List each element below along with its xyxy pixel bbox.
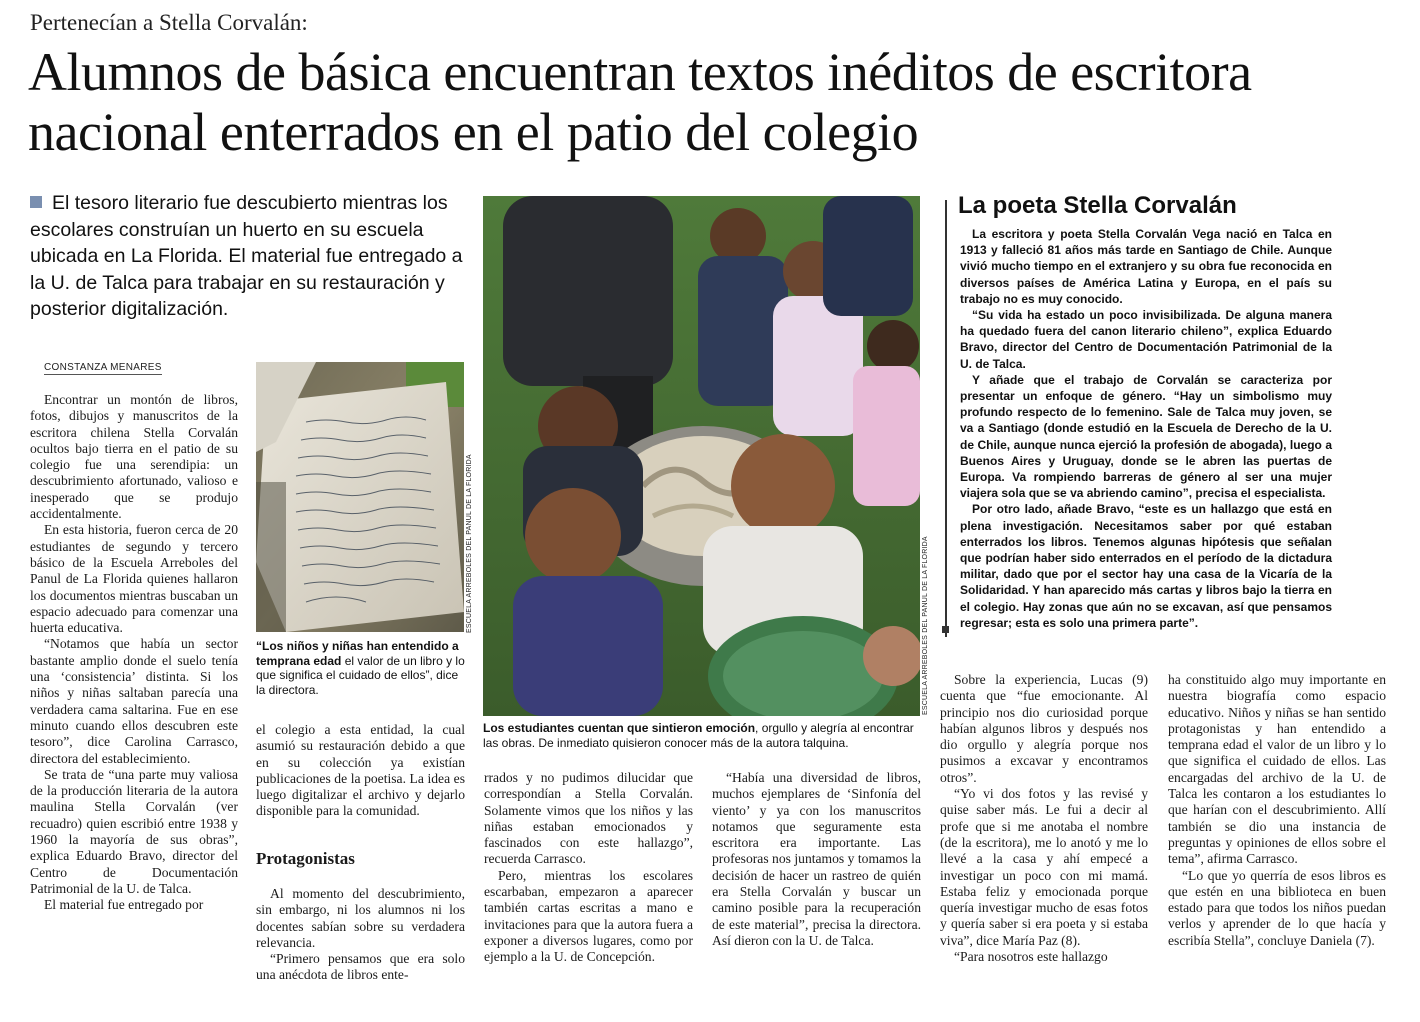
article-column-3 bbox=[484, 770, 693, 966]
paragraph: rrados y no pudimos dilucidar que correspondían a Stella Corvalán. Solamente vimos que los niños y las niñas estaban emocionados y fascinados con este hallazgo”, recuerda Carrasco. bbox=[484, 770, 693, 867]
paragraph: el colegio a esta entidad, la cual asumió su restauración debido a que en su colección ya existían publicaciones de la poetisa. La idea es luego digitalizar el archivo y dejarlo disponible para la comunidad. bbox=[256, 722, 465, 819]
sidebar-paragraph: “Su vida ha estado un poco invisibilizada. De alguna manera ha quedado fuera del canon literario chileno”, explica Eduardo Bravo, director del Centro de Documentación Patrimonial de la U. de Talca. bbox=[960, 308, 1332, 371]
caption-text: el valor de un libro y lo que significa el cuidado de ellos”, dice la directora. bbox=[256, 653, 465, 697]
paragraph: ha constituido algo muy importante en nuestra biografía como espacio educativo. Niños y niñas se han sentido protagonistas y han entendido a temprana edad el valor de un libro y lo que significa el cuidado de ellos. Las encargadas del archivo de la U. de Talca les contaron a los estudiantes lo que harían con el descubrimiento. Allí también se dio una instancia de preguntas y opiniones de ellos sobre el tema”, afirma Carrasco. bbox=[1168, 672, 1386, 867]
paragraph: “Yo vi dos fotos y las revisé y quise saber más. Le fui a decir al profe que si me anotaba el nombre (de la escritora), me lo anotó y me lo llevé a la casa y ahí empecé a investigar un poco con mi mamá. Estaba feliz y emocionada porque quería investigar mucho de esas fotos y quería saber si era poeta y si estaba viva”, dice María Paz (8). bbox=[940, 786, 1148, 948]
article-column-1 bbox=[30, 392, 238, 914]
square-bullet-icon bbox=[30, 196, 42, 208]
kicker: Pertenecían a Stella Corvalán: bbox=[30, 10, 308, 35]
paragraph: En esta historia, fueron cerca de 20 estudiantes de segundo y tercero básico de la Escuela Arreboles del Panul de La Florida quienes hallaron los documentos mientras buscaban un espacio adecuado para comenzar una huerta educativa. bbox=[30, 522, 238, 636]
caption-text: , orgullo y alegría al encontrar las obras. De inmediato quisieron conocer más de la autora talquina. bbox=[483, 721, 914, 750]
paragraph: Pero, mientras los escolares escarbaban, empezaron a aparecer también cartas escritas a mano e invitaciones para que la autora fuera a exponer a diversos lugares, como por ejemplo a la U. de Concepción. bbox=[484, 867, 693, 965]
section-subhead: Protagonistas bbox=[256, 849, 355, 868]
lead-text: El tesoro literario fue descubierto mientras los escolares construían un huerto en su escuela ubicada en La Florida. El material fue entregado a la U. de Talca para trabajar en su restauración y posterior digitalización. bbox=[30, 192, 463, 320]
end-mark-icon bbox=[942, 626, 949, 633]
article-column-6 bbox=[1168, 672, 1386, 949]
manuscript-photo bbox=[256, 362, 464, 632]
article-column-5 bbox=[940, 672, 1148, 965]
sidebar-paragraph: La escritora y poeta Stella Corvalán Vega nació en Talca en 1913 y falleció 81 años más tarde en Santiago de Chile. Aunque vivió mucho tiempo en el extranjero y su obra fue reconocida en diversos países de América Latina y Europa, en el país su trabajo no es muy conocido. bbox=[960, 227, 1332, 306]
caption-bold: Los estudiantes cuentan que sintieron emoción bbox=[483, 721, 756, 735]
paragraph: “Para nosotros este hallazgo bbox=[954, 949, 1108, 965]
article-column-2b bbox=[256, 886, 465, 984]
paragraph: Sobre la experiencia, Lucas (9) cuenta que “fue emocionante. Al principio nos dio curiosidad porque habían algunos libros y después nos dio orgullo y alegría porque nos pusimos a excavar y encontramos otros”. bbox=[940, 672, 1148, 785]
students-photo bbox=[483, 196, 920, 716]
sidebar-body bbox=[960, 226, 1332, 631]
paragraph: Al momento del descubrimiento, sin embargo, ni los alumnos ni los docentes sabían sobre su verdadera relevancia. bbox=[256, 886, 465, 950]
sidebar-rule bbox=[945, 200, 947, 637]
paragraph: “Lo que yo querría de esos libros es que estén en una biblioteca en buen estado para que todos los niños puedan verlos y aprender de lo que hacía y escribía Stella”, concluye Daniela (7). bbox=[1168, 867, 1386, 948]
photo-credit: ESCUELA ARREBOLES DEL PANUL DE LA FLORIDA bbox=[922, 536, 929, 715]
photo-caption bbox=[256, 639, 466, 697]
caption-bold: “Los niños y niñas han entendido a temprana edad bbox=[256, 639, 459, 668]
sidebar-paragraph: Y añade que el trabajo de Corvalán se caracteriza por presentar un enfoque de género. “Hay un simbolismo muy profundo respecto de lo femenino. Sale de Talca muy joven, se va a Santiago (donde estudió en la Escuela de Derecho de la U. de Chile, aunque nunca ejerció la profesión de abogada), luego a Buenos Aires y Uruguay, donde se le abren las puertas de Europa. Va rompiendo barreras de género al ser una mujer viajera sola que se va abriendo camino”, precisa el especialista. bbox=[960, 372, 1332, 501]
photo-caption bbox=[483, 721, 920, 750]
photo-credit: ESCUELA ARREBOLES DEL PANUL DE LA FLORIDA bbox=[466, 454, 473, 633]
paragraph: Encontrar un montón de libros, fotos, dibujos y manuscritos de la escritora chilena Stella Corvalán ocultos bajo tierra en el patio de su colegio fue una serendipia: un descubrimiento afortunado, valioso e inesperado que se produjo accidentalmente. bbox=[30, 392, 238, 522]
byline: CONSTANZA MENARES bbox=[44, 362, 162, 373]
paragraph: El material fue entregado por bbox=[44, 897, 204, 913]
paragraph: “Notamos que había un sector bastante amplio donde el suelo tenía una ‘consistencia’ distinta. Si los niños y niñas saltaban parecía una verdadera cama saltarina. Fue en ese minuto cuando ellos descubren este tesoro”, dice Carolina Carrasco, directora del establecimiento. bbox=[30, 636, 238, 766]
sidebar-paragraph: Por otro lado, añade Bravo, “este es un hallazgo que está en plena investigación. Necesitamos saber por qué estaban enterrados los libros. Tenemos algunas hipótesis que señalan que podrían haber sido enterrados en el período de la dictadura militar, dado que por el sector hay una casa de la Vicaría de la Solidaridad. Y han aparecido más cartas y libros bajo la tierra en el colegio. Hay zonas que aún no se excavan, así que pensamos regresar; esta es solo una primera parte”. bbox=[960, 502, 1332, 630]
article-column-4 bbox=[712, 770, 921, 949]
students-illustration bbox=[483, 196, 920, 716]
sidebar-title: La poeta Stella Corvalán bbox=[958, 192, 1237, 219]
lead-paragraph bbox=[30, 190, 470, 323]
paragraph: “Había una diversidad de libros, muchos ejemplares de ‘Sinfonía del viento’ y ya con los manuscritos notamos que seguramente esta escritora era importante. Las profesoras nos juntamos y tomamos la decisión de hacer un rastreo de quién era Stella Corvalán y buscar un camino posible para la recuperación de este material”, precisa la directora. Así dieron con la U. de Talca. bbox=[712, 770, 921, 948]
manuscript-illustration bbox=[256, 362, 464, 632]
paragraph: Se trata de “una parte muy valiosa de la producción literaria de la autora maulina Stella Corvalán (ver recuadro) quien escribió entre 1938 y 1960 la mayoría de sus obras”, explica Eduardo Bravo, director del Centro de Documentación Patrimonial de la U. de Talca. bbox=[30, 766, 238, 896]
article-column-2 bbox=[256, 722, 465, 820]
paragraph: “Primero pensamos que era solo una anécdota de libros ente- bbox=[256, 951, 465, 983]
headline: Alumnos de básica encuentran textos inéditos de escritora nacional enterrados en el patio del colegio bbox=[28, 42, 1252, 162]
